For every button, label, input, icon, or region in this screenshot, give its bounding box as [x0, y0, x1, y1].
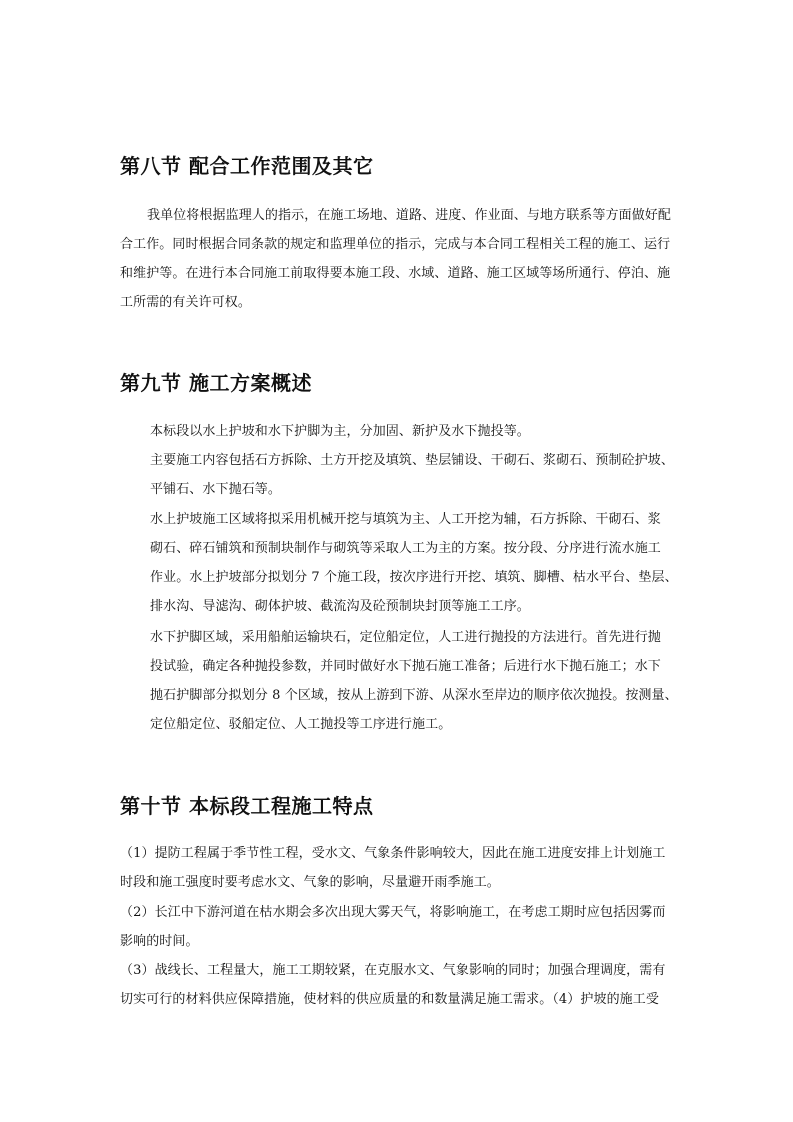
section-8-paragraph-line: 合工作。同时根据合同条款的规定和监理单位的指示，完成与本合同工程相关工程的施工、运行	[120, 237, 671, 252]
section-9-paragraph-line: 平铺石、水下抛石等。	[150, 482, 282, 497]
section-9-paragraph-line: 水上护坡施工区域将拟采用机械开挖与填筑为主、人工开挖为辅，石方拆除、干砌石、浆	[150, 512, 661, 527]
section-9-paragraph-line: 主要施工内容包括石方拆除、土方开挖及填筑、垫层铺设、干砌石、浆砌石、预制砼护坡、	[150, 453, 675, 468]
section-9-paragraph-line: 投试验，确定各种抛投参数，并同时做好水下抛石施工准备；后进行水下抛石施工；水下	[150, 659, 661, 674]
section-9-paragraph-line: 定位船定位、驳船定位、人工抛投等工序进行施工。	[150, 717, 452, 732]
section-9-paragraph-line: 作业。水上护坡部分拟划分 7 个施工段，按次序进行开挖、填筑、脚槽、枯水平台、垫层、	[150, 570, 678, 585]
section-9-heading: 第九节 施工方案概述	[120, 371, 312, 395]
section-8-paragraph-line: 工所需的有关许可权。	[120, 295, 252, 310]
section-8-paragraph-line: 我单位将根据监理人的指示，在施工场地、道路、进度、作业面、与地方联系等方面做好配	[147, 208, 672, 223]
section-10-paragraph-line: 时段和施工强度时要考虑水文、气象的影响，尽量避开雨季施工。	[120, 875, 500, 890]
section-10-paragraph-line: （3）战线长、工程量大，施工工期较紧，在克服水文、气象影响的同时；加强合理调度，需有	[120, 963, 666, 978]
section-10-paragraph-line: 切实可行的材料供应保障措施，使材料的供应质量的和数量满足施工需求。（4）护坡的施工受	[120, 992, 659, 1007]
section-9-paragraph-line: 抛石护脚部分拟划分 8 个区域，按从上游到下游、从深水至岸边的顺序依次抛投。按测量、	[150, 688, 678, 703]
section-8-heading: 第八节 配合工作范围及其它	[120, 154, 374, 178]
section-10-paragraph-line: 影响的时间。	[120, 934, 199, 949]
section-9-paragraph-line: 水下护脚区域，采用船舶运输块石，定位船定位，人工进行抛投的方法进行。首先进行抛	[150, 630, 661, 645]
section-8-paragraph-line: 和维护等。在进行本合同施工前取得要本施工段、水域、道路、施工区域等场所通行、停泊、施	[120, 266, 671, 281]
section-9-paragraph-line: 本标段以水上护坡和水下护脚为主，分加固、新护及水下抛投等。	[150, 424, 530, 439]
section-9-paragraph-line: 排水沟、导滤沟、砌体护坡、截流沟及砼预制块封顶等施工工序。	[150, 599, 530, 614]
section-10-paragraph-line: （2）长江中下游河道在枯水期会多次出现大雾天气，将影响施工，在考虑工期时应包括因雾而	[120, 905, 666, 920]
section-9-paragraph-line: 砌石、碎石铺筑和预制块制作与砌筑等采取人工为主的方案。按分段、分序进行流水施工	[150, 541, 661, 556]
section-10-paragraph-line: （1）提防工程属于季节性工程，受水文、气象条件影响较大，因此在施工进度安排上计划施工	[120, 846, 666, 861]
section-10-heading: 第十节 本标段工程施工特点	[120, 794, 374, 818]
